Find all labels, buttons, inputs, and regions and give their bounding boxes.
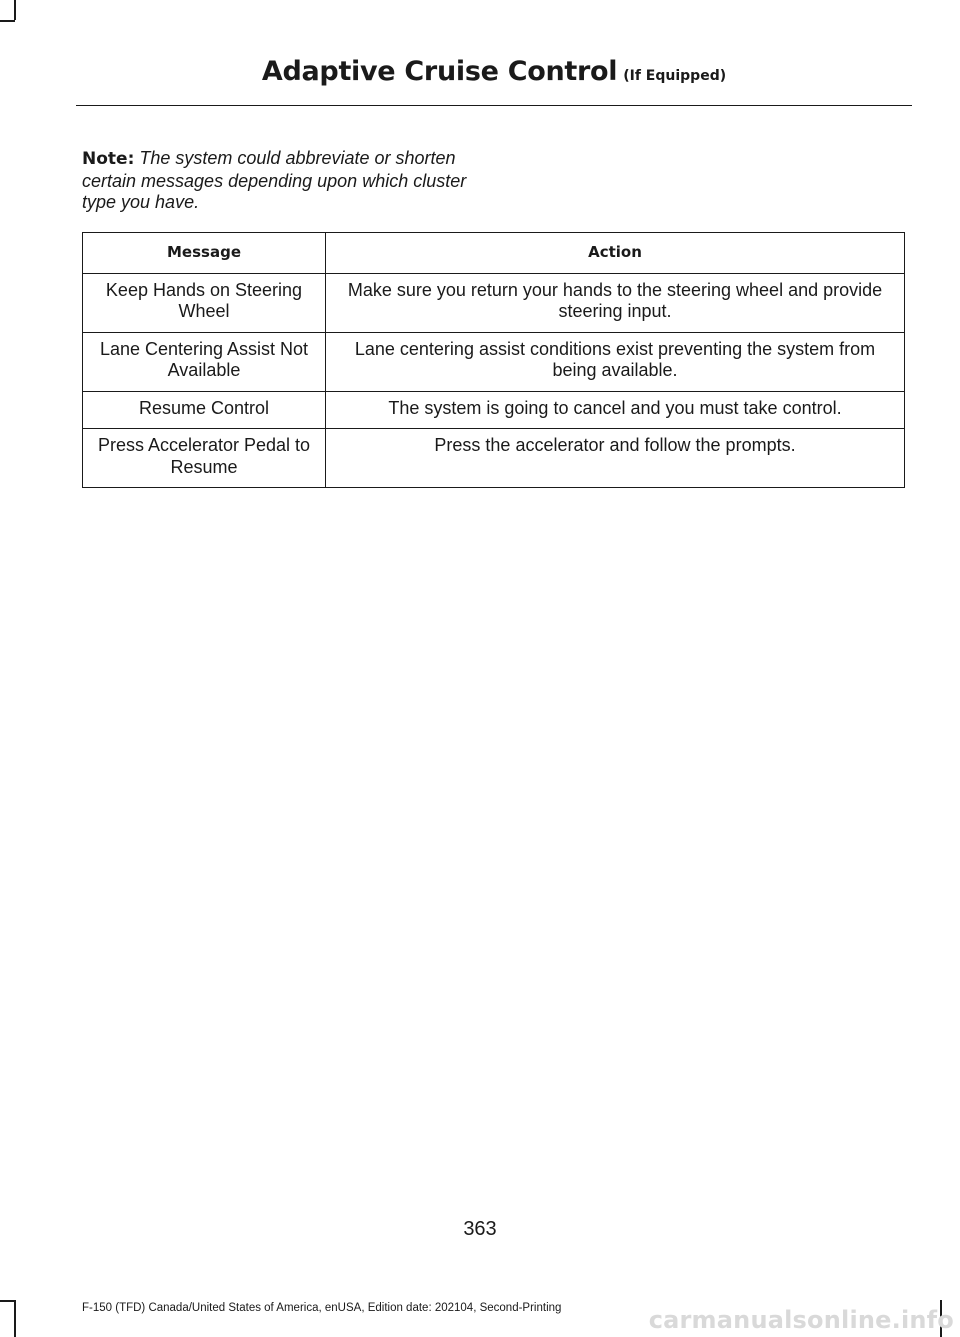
note-label: Note:: [82, 149, 135, 169]
message-cell: Keep Hands on Steering Wheel: [83, 273, 326, 332]
table-row: [83, 273, 905, 332]
action-cell: Lane centering assist conditions exist preventing the system from being available.: [326, 332, 905, 391]
table-row: [83, 332, 905, 391]
message-cell: Press Accelerator Pedal to Resume: [83, 429, 326, 488]
footer-text: F-150 (TFD) Canada/United States of America, enUSA, Edition date: 202104, Second-Printing: [82, 1302, 562, 1314]
page-header: [76, 56, 912, 87]
action-cell: Press the accelerator and follow the prompts.: [326, 429, 905, 488]
page-number: 363: [463, 1218, 497, 1240]
crop-mark: [0, 1300, 15, 1302]
note-paragraph: [82, 148, 482, 214]
action-cell: Make sure you return your hands to the steering wheel and provide steering input.: [326, 273, 905, 332]
crop-mark: [0, 20, 15, 22]
page-subtitle: (If Equipped): [623, 68, 727, 84]
page-title: Adaptive Cruise Control: [261, 56, 618, 87]
message-cell: Resume Control: [83, 391, 326, 429]
action-cell: The system is going to cancel and you must take control.: [326, 391, 905, 429]
crop-mark: [14, 1300, 16, 1337]
message-cell: Lane Centering Assist Not Available: [83, 332, 326, 391]
table-row: [83, 429, 905, 488]
message-table: [82, 232, 905, 488]
table-header-row: [83, 233, 905, 274]
table-row: [83, 391, 905, 429]
note-text: The system could abbreviate or shorten certain messages depending upon which cluster type you have.: [82, 148, 467, 212]
crop-mark: [14, 0, 16, 20]
column-header-action: Action: [326, 233, 905, 274]
column-header-message: Message: [83, 233, 326, 274]
header-divider: [76, 105, 912, 106]
watermark: carmanualsonline.info: [648, 1306, 954, 1334]
